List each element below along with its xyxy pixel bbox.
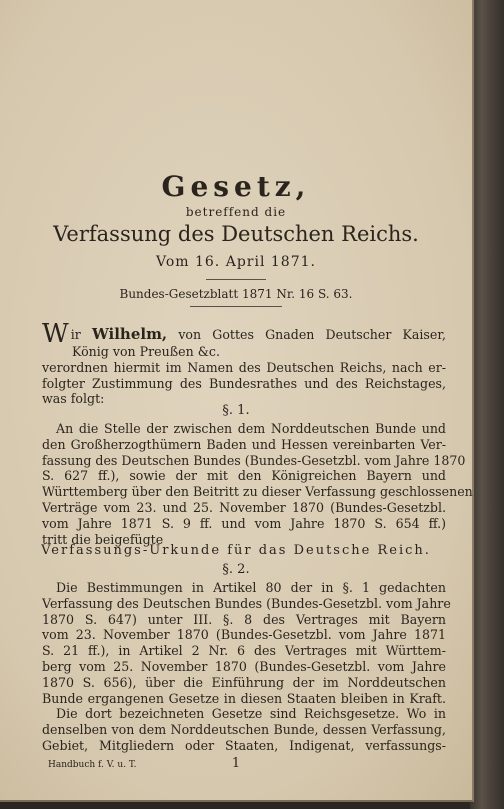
- page-title: Gesetz,: [161, 170, 311, 203]
- divider-rule-bottom: [190, 306, 282, 307]
- paragraph-line: An die Stelle der zwischen dem Norddeutschen Bunde und: [56, 421, 446, 436]
- divider-rule-top: [206, 279, 266, 280]
- date-line: Vom 16. April 1871.: [156, 254, 316, 270]
- paragraph-line: tritt die beigefügte: [42, 531, 164, 547]
- paragraph-line: 1870 S. 656), über die Einführung der im Norddeutschen: [42, 674, 446, 690]
- paragraph-line: Württemberg über den Beitritt zu dieser Verfassung geschlossenen: [42, 484, 473, 500]
- paragraph-line: Bunde ergangenen Gesetze in diesen Staaten bleiben in Kraft.: [42, 690, 446, 706]
- paragraph-line: berg vom 25. November 1870 (Bundes-Gesetzbl. vom Jahre: [42, 658, 446, 674]
- preamble-line-5: was folgt:: [42, 391, 105, 407]
- section-1-label: §. 1.: [222, 403, 250, 418]
- section-2-text: [42, 580, 451, 754]
- paragraph-line: den Großherzogthümern Baden und Hessen vereinbarten Ver-: [42, 436, 446, 452]
- paragraph-line: Verfassung des Deutschen Bundes (Bundes-Gesetzbl. vom Jahre: [42, 595, 451, 611]
- paragraph-line: fassung des Deutschen Bundes (Bundes-Gesetzbl. vom Jahre 1870: [42, 452, 466, 468]
- section-1-text: [42, 421, 473, 547]
- preamble-line-4: folgter Zustimmung des Bundesrathes und des Reichstages,: [42, 375, 446, 391]
- paragraph-line: 1870 S. 647) unter III. §. 8 des Vertrages mit Bayern: [42, 611, 446, 627]
- footer-signature: Handbuch f. V. u. T.: [48, 760, 137, 770]
- preamble-line-3: verordnen hiermit im Namen des Deutschen Reichs, nach er-: [42, 359, 446, 375]
- initial-letter: W: [42, 319, 69, 349]
- page-number: 1: [231, 756, 241, 771]
- preamble-line-2: König von Preußen &c.: [72, 344, 220, 359]
- book-binding-edge: [470, 0, 504, 809]
- emperor-name: Wilhelm,: [91, 325, 168, 343]
- paragraph-line: Die dort bezeichneten Gesetze sind Reichsgesetze. Wo in: [56, 706, 446, 722]
- citation: Bundes-Gesetzblatt 1871 Nr. 16 S. 63.: [119, 287, 353, 301]
- paragraph-line: S. 627 ff.), sowie der mit den Königreichen Bayern und: [42, 468, 446, 484]
- section-2-label: §. 2.: [222, 562, 250, 577]
- paragraph-line: Die Bestimmungen in Artikel 80 der in §. 1 gedachten: [56, 580, 446, 595]
- paragraph-line: Gebiet, Mitgliedern oder Staaten, Indigenat, verfassungs-: [42, 737, 446, 753]
- subtitle: betreffend die: [185, 205, 287, 219]
- paragraph-line: vom Jahre 1871 S. 9 ff. und vom Jahre 1870 S. 654 ff.): [42, 515, 446, 531]
- paragraph-line: S. 21 ff.), in Artikel 2 Nr. 6 des Vertrages mit Württem-: [42, 643, 446, 659]
- paragraph-line: vom 23. November 1870 (Bundes-Gesetzbl. vom Jahre 1871: [42, 627, 446, 643]
- urkunde-heading: Verfassungs-Urkunde für das Deutsche Reich.: [41, 543, 431, 558]
- preamble: [42, 319, 446, 407]
- law-heading: Verfassung des Deutschen Reichs.: [53, 222, 419, 246]
- preamble-line-1: Wir Wilhelm, von Gottes Gnaden Deutscher Kaiser,: [42, 319, 446, 349]
- paragraph-line: denselben von dem Norddeutschen Bunde, dessen Verfassung,: [42, 722, 446, 738]
- paragraph-line: Verträge vom 23. und 25. November 1870 (Bundes-Gesetzbl.: [42, 499, 446, 515]
